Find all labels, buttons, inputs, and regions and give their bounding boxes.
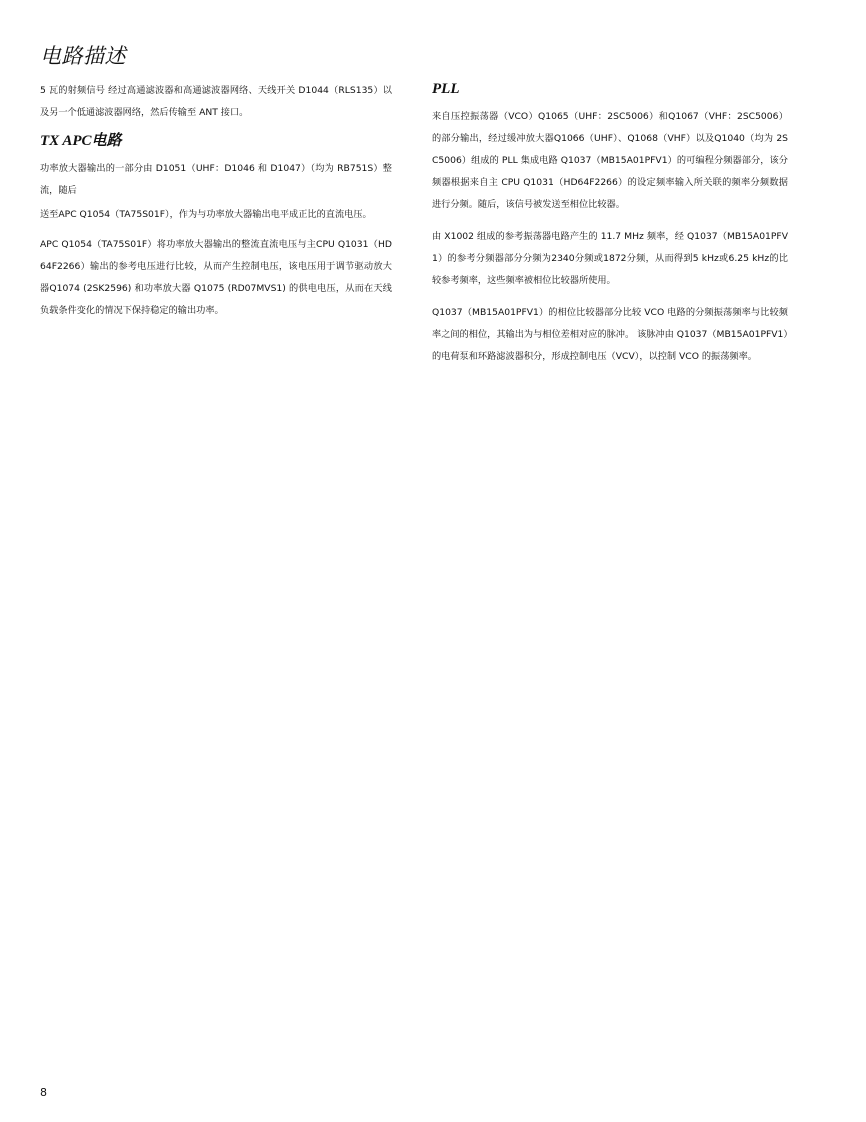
pll-paragraph-3: Q1037（MB15A01PFV1）的相位比较器部分比较 VCO 电路的分频振荡频率与比较频率之间的相位，其输出为与相位差相对应的脉冲。 该脉冲由 Q1037（MB15A01PFV1）的电荷泵和环路滤波器积分，形成控制电压（VCV），以控制 VCO 的振荡频率。	[432, 307, 788, 362]
tx-apc-paragraph-1b: 送至APC Q1054（TA75S01F），作为与功率放大器输出电平成正比的直流电压。	[40, 209, 372, 220]
pll-paragraph-1: 来自压控振荡器（VCO）Q1065（UHF：2SC5006）和Q1067（VHF：2SC5006）的部分输出，经过缓冲放大器Q1066（UHF）、Q1068（VHF）以及Q1040（均为 2SC5006）组成的 PLL 集成电路 Q1037（MB15A01PFV1）的可编程分频器部分，该分频器根据来自主 CPU Q1031（HD64F2266）的设定频率输入所关联的频率分频数据进行分频。随后，该信号被发送至相位比较器。	[432, 111, 788, 210]
left-column	[40, 80, 392, 324]
right-column	[432, 80, 788, 370]
pll-heading: PLL	[432, 81, 460, 97]
tx-apc-paragraph-1a: 功率放大器输出的一部分由 D1051（UHF：D1046 和 D1047）（均为 RB751S）整流，随后	[40, 163, 392, 196]
intro-paragraph: 5 瓦的射频信号 经过高通滤波器和高通滤波器网络、天线开关 D1044（RLS135）以及另一个低通滤波器网络，然后传输至 ANT 接口。	[40, 85, 392, 118]
page-title: 电路描述	[40, 44, 126, 68]
tx-apc-heading: TX APC电路	[40, 133, 122, 149]
tx-apc-paragraph-2: APC Q1054（TA75S01F）将功率放大器输出的整流直流电压与主CPU Q1031（HD64F2266）输出的参考电压进行比较，从而产生控制电压，该电压用于调节驱动放大器Q1074 (2SK2596) 和功率放大器 Q1075 (RD07MVS1) 的供电电压，从而在天线负载条件变化的情况下保持稳定的输出功率。	[40, 239, 392, 316]
pll-paragraph-2: 由 X1002 组成的参考振荡器电路产生的 11.7 MHz 频率，经 Q1037（MB15A01PFV1）的参考分频器部分分频为2340分频或1872分频，从而得到5 kHz或6.25 kHz的比较参考频率，这些频率被相位比较器所使用。	[432, 231, 788, 286]
page-number: 8	[40, 1086, 47, 1099]
